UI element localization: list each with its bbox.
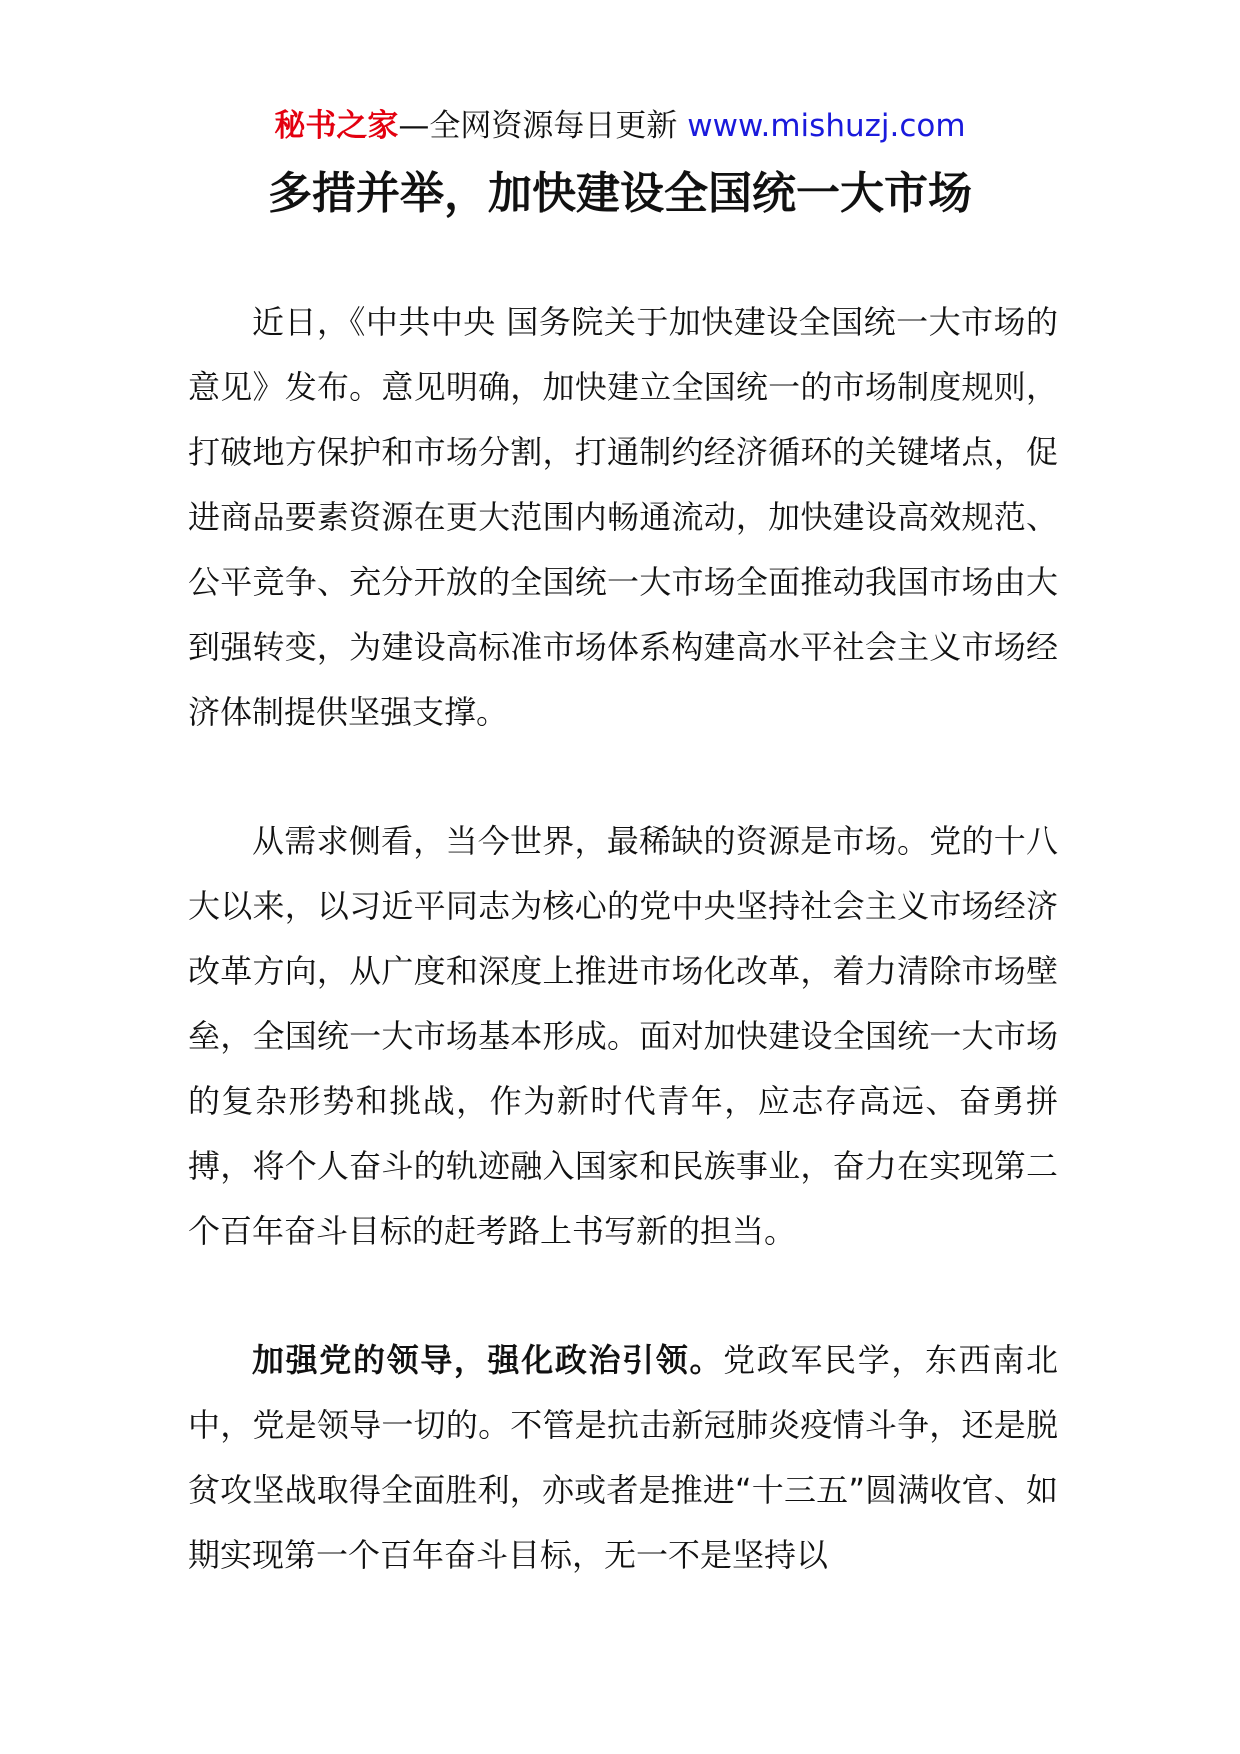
brand-name: 秘书之家 [274, 108, 399, 144]
site-url-link[interactable]: www.mishuzj.com [687, 108, 966, 144]
paragraph-2 [188, 809, 1058, 1264]
document-body [188, 290, 1058, 1652]
site-header [0, 104, 1240, 148]
paragraph-text: 从需求侧看，当今世界，最稀缺的资源是市场。党的十八大以来，以习近平同志为核心的党中央坚持社会主义市场经济改革方向，从广度和深度上推进市场化改革，着力清除市场壁垒，全国统一大市场基本形成。面对加快建设全国统一大市场的复杂形势和挑战，作为新时代青年，应志存高远、奋勇拼搏，将个人奋斗的轨迹融入国家和民族事业，奋力在实现第二个百年奋斗目标的赶考路上书写新的担当。 [188, 822, 1058, 1250]
paragraph-text: 党政军民学，东西南北中，党是领导一切的。不管是抗击新冠肺炎疫情斗争，还是脱贫攻坚战取得全面胜利，亦或者是推进“十三五”圆满收官、如期实现第一个百年奋斗目标，无一不是坚持以 [188, 1341, 1058, 1574]
paragraph-text: 近日，《中共中央 国务院关于加快建设全国统一大市场的意见》发布。意见明确，加快建立全国统一的市场制度规则，打破地方保护和市场分割，打通制约经济循环的关键堵点，促进商品要素资源在更大范围内畅通流动，加快建设高效规范、公平竞争、充分开放的全国统一大市场全面推动我国市场由大到强转变，为建设高标准市场体系构建高水平社会主义市场经济体制提供坚强支撑。 [188, 303, 1058, 731]
paragraph-3 [188, 1328, 1058, 1588]
paragraph-1 [188, 290, 1058, 745]
document-title: 多措并举，加快建设全国统一大市场 [268, 168, 972, 219]
paragraph-lead: 加强党的领导，强化政治引领。 [252, 1341, 724, 1379]
header-tagline: —全网资源每日更新 [398, 108, 688, 144]
